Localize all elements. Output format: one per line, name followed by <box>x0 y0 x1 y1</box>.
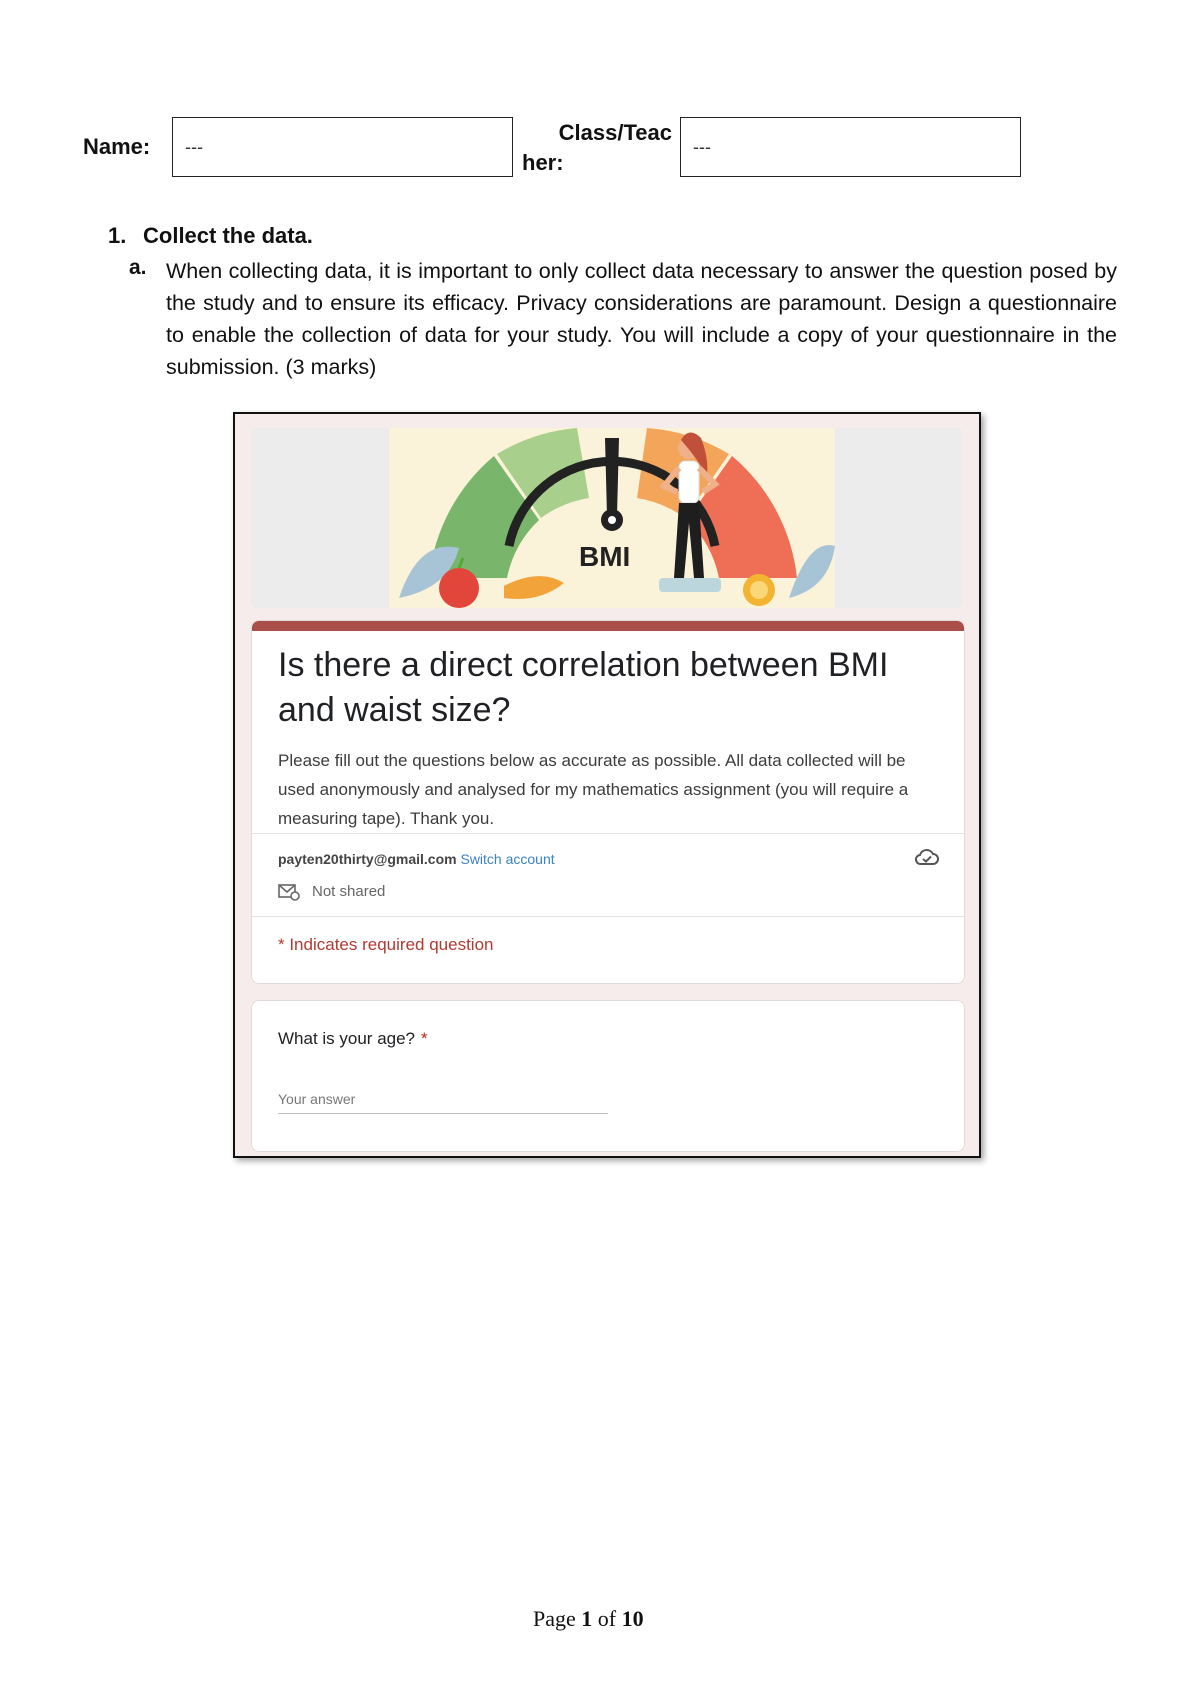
question-number: 1. <box>108 223 127 248</box>
form-description: Please fill out the questions below as accurate as possible. All data collected will be used anonymously and analysed for my mathematics assignment (you will require a measuring tape). Thank you. <box>278 751 909 828</box>
class-teacher-label <box>522 118 672 178</box>
required-note: * Indicates required question <box>278 935 494 954</box>
switch-account-link[interactable]: Switch account <box>460 851 555 867</box>
footer-of-word: of <box>597 1606 617 1631</box>
footer-page-word: Page <box>533 1606 576 1631</box>
form-banner <box>251 428 963 608</box>
form-accent-bar <box>252 621 964 631</box>
age-answer-input[interactable]: Your answer <box>278 1091 608 1114</box>
account-email: payten20thirty@gmail.com <box>278 851 457 867</box>
question-age-text: What is your age? <box>278 1029 416 1048</box>
form-title-card <box>251 620 965 984</box>
class-label-line1: Class/Teac <box>558 120 672 145</box>
divider <box>252 833 964 834</box>
sub-question-text: When collecting data, it is important to only collect data necessary to answer the question posed by the study and to ensure its efficacy. Privacy considerations are paramount. Design a questionnaire to enable the collection of data for your study. You will include a copy of your questionnaire in the submission. (3 marks) <box>166 259 1117 379</box>
class-label-line2: her: <box>522 150 564 175</box>
question-heading: Collect the data. <box>143 223 313 248</box>
bmi-gauge-illustration <box>389 428 835 608</box>
name-value: --- <box>185 136 203 157</box>
name-label: Name: <box>83 134 151 159</box>
form-screenshot <box>233 412 981 1158</box>
not-shared-text: Not shared <box>312 883 386 900</box>
class-teacher-value: --- <box>693 136 711 157</box>
name-field[interactable] <box>172 117 513 177</box>
class-teacher-field[interactable] <box>680 117 1021 177</box>
question-card <box>251 1000 965 1152</box>
question-age-label <box>278 1029 428 1049</box>
footer-current-page: 1 <box>581 1606 593 1631</box>
account-line <box>278 851 555 867</box>
divider <box>252 916 964 917</box>
form-title: Is there a direct correlation between BMI and waist size? <box>278 646 889 729</box>
cloud-saved-icon <box>914 847 940 867</box>
footer-total-pages: 10 <box>621 1606 644 1631</box>
sub-question-letter: a. <box>129 256 147 279</box>
page-footer <box>533 1606 644 1632</box>
banner-bmi-text: BMI <box>579 541 631 572</box>
required-star: * <box>421 1029 428 1048</box>
not-shared-mail-icon <box>278 883 300 901</box>
